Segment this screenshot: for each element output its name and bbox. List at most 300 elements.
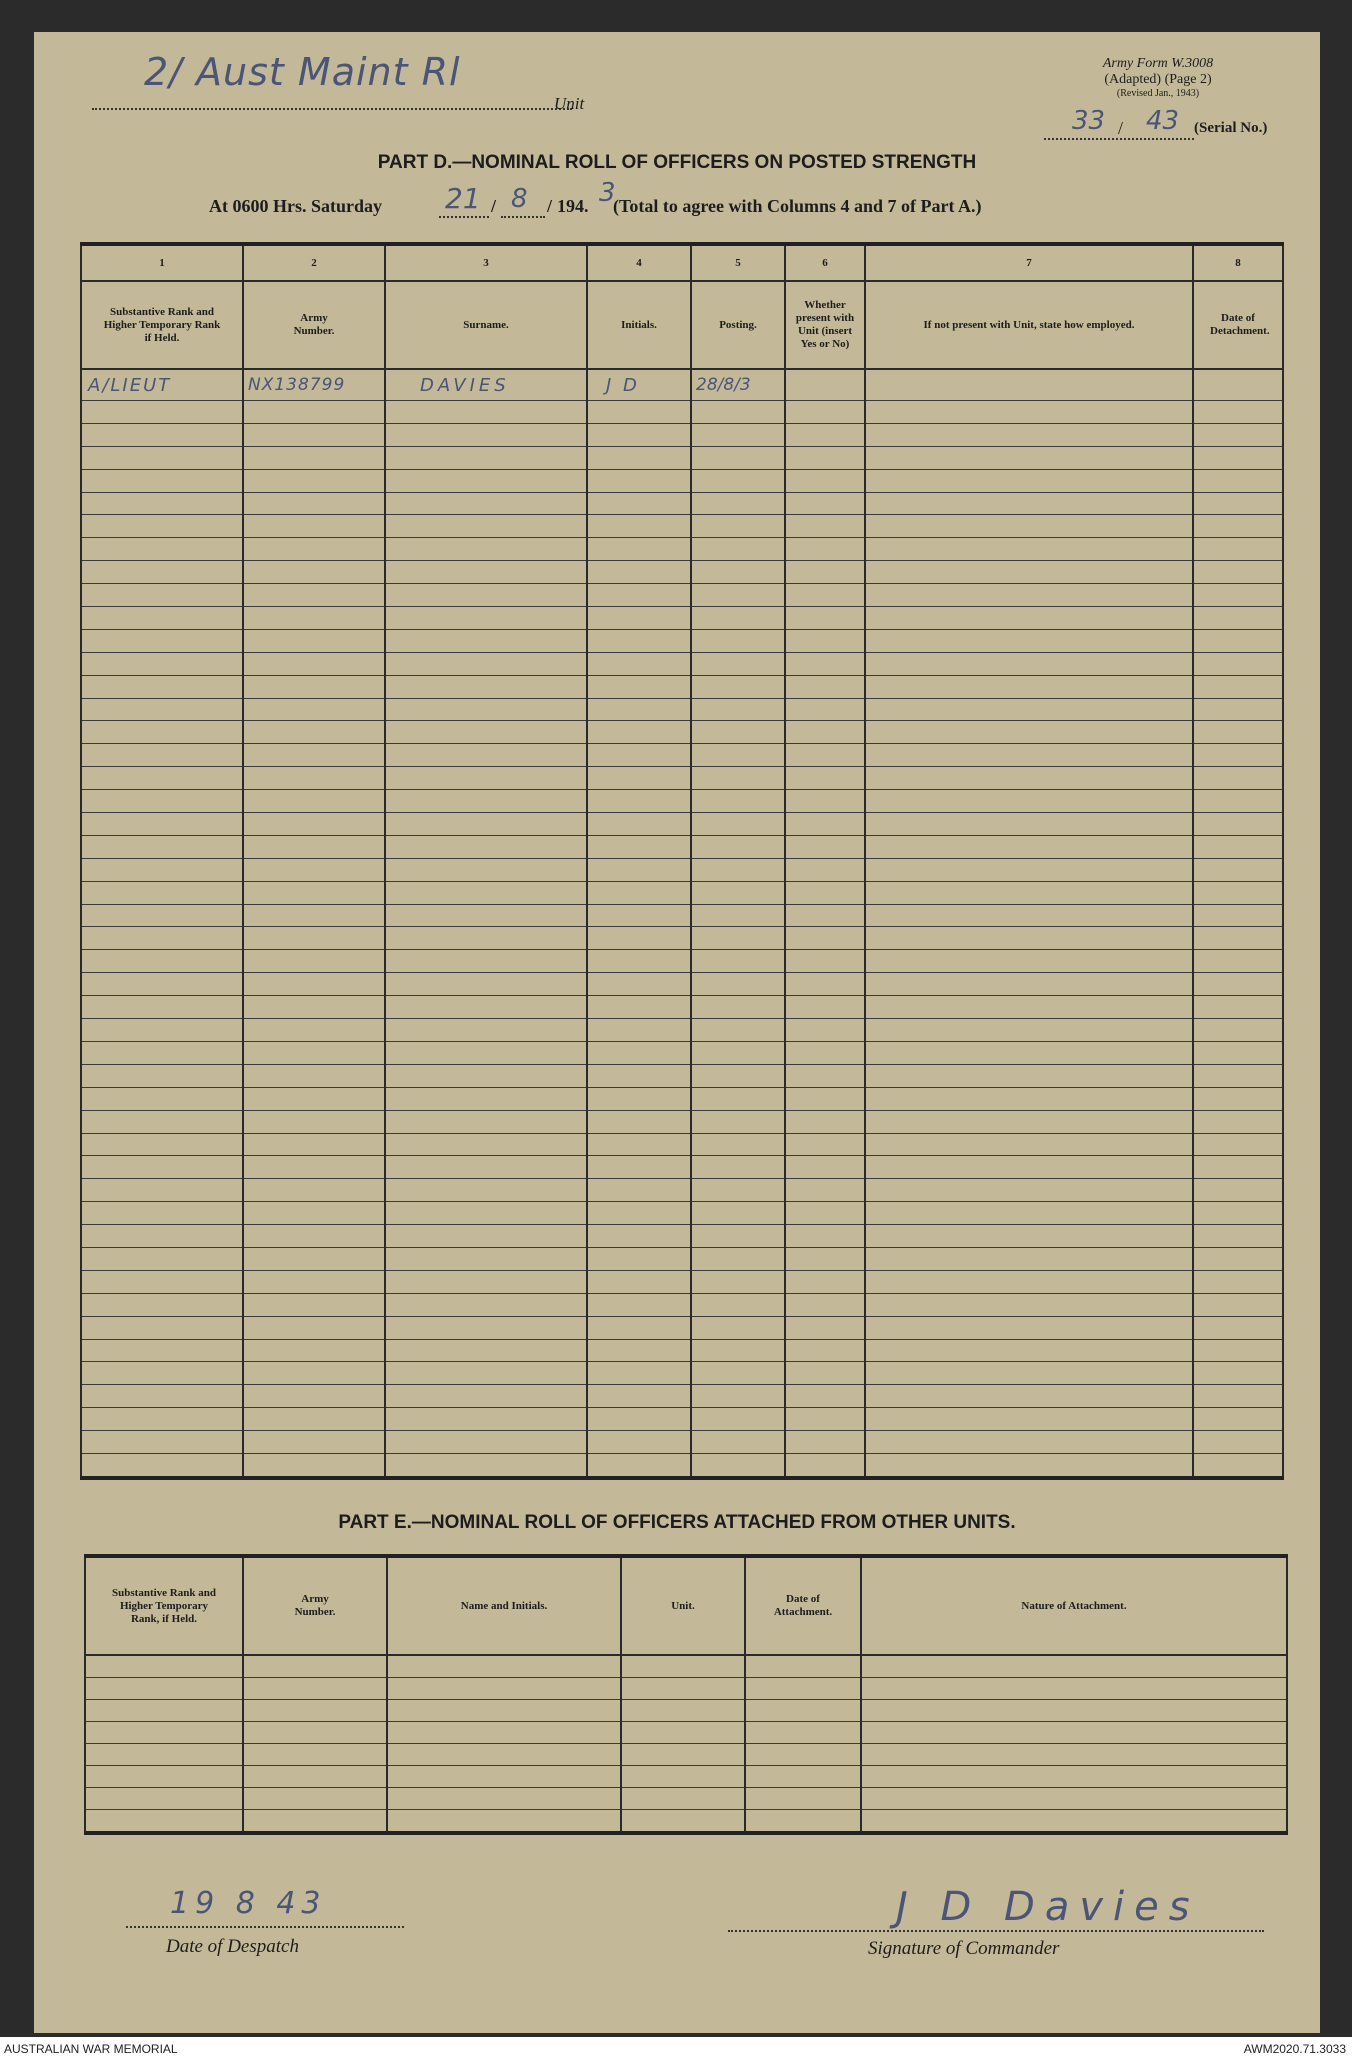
blank-cell xyxy=(861,1810,1287,1834)
entry-detachment-date xyxy=(1193,369,1283,401)
blank-cell xyxy=(81,790,243,813)
blank-cell xyxy=(243,744,385,767)
blank-cell xyxy=(865,401,1193,424)
blank-cell xyxy=(785,1202,865,1225)
blank-row xyxy=(81,996,1283,1019)
blank-cell xyxy=(865,652,1193,675)
blank-cell xyxy=(865,538,1193,561)
blank-cell xyxy=(861,1766,1287,1788)
blank-cell xyxy=(745,1722,861,1744)
blank-row xyxy=(81,1179,1283,1202)
blank-cell xyxy=(81,881,243,904)
blank-cell xyxy=(81,1110,243,1133)
blank-cell xyxy=(785,813,865,836)
entry-how-employed xyxy=(865,369,1193,401)
blank-cell xyxy=(785,607,865,630)
blank-cell xyxy=(691,1133,785,1156)
despatch-dotted-line xyxy=(126,1926,404,1928)
blank-cell xyxy=(621,1722,745,1744)
blank-cell xyxy=(587,652,691,675)
blank-cell xyxy=(243,1700,387,1722)
blank-row xyxy=(81,721,1283,744)
blank-cell xyxy=(243,790,385,813)
blank-cell xyxy=(81,950,243,973)
blank-cell xyxy=(691,881,785,904)
blank-cell xyxy=(1193,1156,1283,1179)
blank-cell xyxy=(81,401,243,424)
blank-row xyxy=(81,767,1283,790)
blank-cell xyxy=(81,1293,243,1316)
blank-row xyxy=(81,1316,1283,1339)
part-d-table xyxy=(80,242,1284,1480)
blank-cell xyxy=(865,1431,1193,1454)
blank-cell xyxy=(243,652,385,675)
blank-cell xyxy=(243,1655,387,1678)
blank-cell xyxy=(865,973,1193,996)
entry-present xyxy=(785,369,865,401)
blank-cell xyxy=(1193,858,1283,881)
blank-cell xyxy=(1193,515,1283,538)
part-d-title: PART D.—NOMINAL ROLL OF OFFICERS ON POSTED STRENGTH xyxy=(377,152,977,173)
blank-row xyxy=(81,1293,1283,1316)
blank-row xyxy=(81,1362,1283,1385)
blank-row xyxy=(81,561,1283,584)
blank-cell xyxy=(243,1225,385,1248)
blank-cell xyxy=(785,561,865,584)
blank-cell xyxy=(587,1087,691,1110)
blank-row xyxy=(81,950,1283,973)
blank-row xyxy=(81,1019,1283,1042)
blank-cell xyxy=(865,515,1193,538)
blank-cell xyxy=(243,1744,387,1766)
blank-cell xyxy=(385,1453,587,1477)
blank-row xyxy=(81,858,1283,881)
blank-cell xyxy=(385,1225,587,1248)
blank-cell xyxy=(1193,1041,1283,1064)
e-header-rank: Substantive Rank and Higher Temporary Rank, if Held. xyxy=(85,1556,243,1655)
blank-cell xyxy=(387,1788,621,1810)
blank-row xyxy=(81,1431,1283,1454)
blank-cell xyxy=(1193,1247,1283,1270)
blank-cell xyxy=(387,1722,621,1744)
blank-cell xyxy=(1193,1385,1283,1408)
blank-cell xyxy=(785,950,865,973)
blank-cell xyxy=(691,1179,785,1202)
blank-cell xyxy=(785,1247,865,1270)
blank-cell xyxy=(691,790,785,813)
blank-cell xyxy=(243,1202,385,1225)
blank-cell xyxy=(243,401,385,424)
blank-cell xyxy=(691,904,785,927)
blank-cell xyxy=(385,881,587,904)
col-number-4: 4 xyxy=(587,244,691,281)
blank-row xyxy=(81,904,1283,927)
blank-cell xyxy=(243,423,385,446)
part-e-title: PART E.—NOMINAL ROLL OF OFFICERS ATTACHED FROM OTHER UNITS. xyxy=(338,1512,1016,1533)
blank-cell xyxy=(385,584,587,607)
blank-row xyxy=(81,881,1283,904)
form-sheet xyxy=(34,32,1320,2033)
blank-cell xyxy=(691,1385,785,1408)
entry-surname: DAVIES xyxy=(385,369,587,401)
blank-cell xyxy=(81,835,243,858)
blank-cell xyxy=(1193,1431,1283,1454)
blank-cell xyxy=(1193,881,1283,904)
blank-cell xyxy=(81,1247,243,1270)
blank-cell xyxy=(1193,790,1283,813)
blank-cell xyxy=(1193,973,1283,996)
blank-cell xyxy=(587,1225,691,1248)
blank-row xyxy=(81,584,1283,607)
blank-cell xyxy=(785,401,865,424)
blank-cell xyxy=(387,1700,621,1722)
blank-cell xyxy=(243,1041,385,1064)
e-header-army-number: Army Number. xyxy=(243,1556,387,1655)
blank-cell xyxy=(865,1179,1193,1202)
unit-dotted-line xyxy=(92,108,572,110)
blank-row xyxy=(85,1722,1287,1744)
blank-cell xyxy=(1193,446,1283,469)
blank-cell xyxy=(785,698,865,721)
serial-slash: / xyxy=(1118,118,1124,138)
blank-cell xyxy=(785,1179,865,1202)
blank-cell xyxy=(1193,950,1283,973)
blank-row xyxy=(81,423,1283,446)
blank-cell xyxy=(691,423,785,446)
blank-cell xyxy=(243,1316,385,1339)
serial-handwriting-b: 43 xyxy=(1146,106,1180,136)
blank-cell xyxy=(587,1179,691,1202)
blank-cell xyxy=(243,881,385,904)
blank-cell xyxy=(865,1156,1193,1179)
blank-cell xyxy=(243,1788,387,1810)
blank-cell xyxy=(81,446,243,469)
blank-cell xyxy=(865,950,1193,973)
blank-cell xyxy=(1193,1362,1283,1385)
blank-cell xyxy=(785,744,865,767)
blank-cell xyxy=(81,813,243,836)
blank-cell xyxy=(1193,1408,1283,1431)
blank-cell xyxy=(385,813,587,836)
blank-cell xyxy=(243,1270,385,1293)
signature-dotted-line xyxy=(728,1930,1264,1932)
blank-row xyxy=(81,1133,1283,1156)
blank-cell xyxy=(587,515,691,538)
blank-cell xyxy=(243,584,385,607)
blank-cell xyxy=(385,904,587,927)
blank-cell xyxy=(81,561,243,584)
blank-row xyxy=(85,1655,1287,1678)
header-surname: Surname. xyxy=(385,281,587,369)
blank-cell xyxy=(243,675,385,698)
blank-cell xyxy=(81,904,243,927)
blank-cell xyxy=(691,675,785,698)
blank-cell xyxy=(385,675,587,698)
blank-cell xyxy=(81,996,243,1019)
blank-cell xyxy=(785,675,865,698)
blank-cell xyxy=(385,492,587,515)
blank-cell xyxy=(587,1270,691,1293)
blank-cell xyxy=(865,698,1193,721)
blank-cell xyxy=(865,1041,1193,1064)
blank-cell xyxy=(785,1408,865,1431)
blank-cell xyxy=(81,675,243,698)
blank-cell xyxy=(1193,675,1283,698)
blank-cell xyxy=(1193,1339,1283,1362)
header-how-employed: If not present with Unit, state how employed. xyxy=(865,281,1193,369)
blank-cell xyxy=(1193,1225,1283,1248)
blank-cell xyxy=(861,1722,1287,1744)
blank-cell xyxy=(85,1744,243,1766)
blank-cell xyxy=(81,1087,243,1110)
blank-cell xyxy=(785,1019,865,1042)
blank-cell xyxy=(785,881,865,904)
blank-cell xyxy=(691,1156,785,1179)
blank-cell xyxy=(243,721,385,744)
blank-cell xyxy=(691,607,785,630)
blank-cell xyxy=(81,1156,243,1179)
blank-row xyxy=(81,1202,1283,1225)
blank-row xyxy=(85,1810,1287,1834)
blank-cell xyxy=(785,1225,865,1248)
blank-cell xyxy=(785,1064,865,1087)
blank-row xyxy=(85,1788,1287,1810)
blank-cell xyxy=(81,1408,243,1431)
blank-cell xyxy=(587,996,691,1019)
blank-cell xyxy=(745,1810,861,1834)
blank-cell xyxy=(81,492,243,515)
blank-cell xyxy=(865,1202,1193,1225)
blank-cell xyxy=(865,1453,1193,1477)
blank-cell xyxy=(587,538,691,561)
blank-cell xyxy=(243,904,385,927)
blank-cell xyxy=(85,1810,243,1834)
blank-cell xyxy=(621,1788,745,1810)
blank-cell xyxy=(785,1316,865,1339)
unit-label: Unit xyxy=(554,94,585,113)
blank-cell xyxy=(785,927,865,950)
blank-cell xyxy=(865,1225,1193,1248)
blank-cell xyxy=(785,973,865,996)
blank-cell xyxy=(385,1064,587,1087)
blank-cell xyxy=(587,629,691,652)
blank-cell xyxy=(865,790,1193,813)
blank-row xyxy=(81,515,1283,538)
blank-cell xyxy=(865,1339,1193,1362)
blank-cell xyxy=(691,1339,785,1362)
blank-cell xyxy=(587,1110,691,1133)
blank-cell xyxy=(587,858,691,881)
year-prefix: 194. xyxy=(557,196,589,216)
blank-row xyxy=(81,1110,1283,1133)
blank-cell xyxy=(691,1019,785,1042)
blank-cell xyxy=(1193,492,1283,515)
blank-cell xyxy=(243,813,385,836)
blank-row xyxy=(81,469,1283,492)
blank-cell xyxy=(587,790,691,813)
blank-cell xyxy=(587,744,691,767)
blank-row xyxy=(81,927,1283,950)
blank-cell xyxy=(81,927,243,950)
blank-cell xyxy=(1193,1087,1283,1110)
blank-cell xyxy=(785,652,865,675)
blank-cell xyxy=(385,996,587,1019)
blank-cell xyxy=(85,1655,243,1678)
blank-row xyxy=(81,446,1283,469)
blank-cell xyxy=(865,1316,1193,1339)
blank-cell xyxy=(385,629,587,652)
blank-cell xyxy=(691,469,785,492)
blank-cell xyxy=(81,1316,243,1339)
blank-cell xyxy=(385,423,587,446)
blank-row xyxy=(81,1087,1283,1110)
blank-cell xyxy=(865,904,1193,927)
blank-cell xyxy=(587,1133,691,1156)
blank-cell xyxy=(85,1788,243,1810)
blank-cell xyxy=(865,1270,1193,1293)
blank-cell xyxy=(691,492,785,515)
blank-cell xyxy=(81,1339,243,1362)
e-header-attachment-date: Date of Attachment. xyxy=(745,1556,861,1655)
blank-cell xyxy=(587,973,691,996)
blank-row xyxy=(81,1064,1283,1087)
blank-row xyxy=(85,1744,1287,1766)
blank-cell xyxy=(865,721,1193,744)
blank-cell xyxy=(81,1133,243,1156)
blank-cell xyxy=(1193,698,1283,721)
serial-number xyxy=(1044,106,1304,146)
blank-cell xyxy=(385,1293,587,1316)
blank-cell xyxy=(691,721,785,744)
blank-cell xyxy=(587,1019,691,1042)
blank-cell xyxy=(587,813,691,836)
blank-cell xyxy=(1193,652,1283,675)
blank-cell xyxy=(691,767,785,790)
blank-cell xyxy=(243,1339,385,1362)
blank-cell xyxy=(621,1766,745,1788)
blank-cell xyxy=(865,1019,1193,1042)
blank-cell xyxy=(691,561,785,584)
blank-cell xyxy=(85,1766,243,1788)
blank-cell xyxy=(587,1156,691,1179)
month-handwriting: 8 xyxy=(511,184,528,214)
blank-cell xyxy=(385,469,587,492)
blank-cell xyxy=(785,492,865,515)
blank-cell xyxy=(865,492,1193,515)
blank-row xyxy=(81,973,1283,996)
blank-cell xyxy=(691,1453,785,1477)
blank-cell xyxy=(785,584,865,607)
blank-cell xyxy=(1193,1453,1283,1477)
blank-cell xyxy=(587,835,691,858)
blank-cell xyxy=(81,515,243,538)
blank-cell xyxy=(691,1202,785,1225)
blank-cell xyxy=(865,927,1193,950)
blank-cell xyxy=(385,1408,587,1431)
blank-cell xyxy=(385,973,587,996)
blank-cell xyxy=(691,1362,785,1385)
blank-cell xyxy=(745,1788,861,1810)
blank-cell xyxy=(865,881,1193,904)
blank-cell xyxy=(865,835,1193,858)
entry-army-number: NX138799 xyxy=(243,369,385,401)
blank-cell xyxy=(385,1247,587,1270)
blank-row xyxy=(81,675,1283,698)
blank-cell xyxy=(385,1041,587,1064)
blank-cell xyxy=(865,1293,1193,1316)
blank-cell xyxy=(81,1019,243,1042)
header-present: Whether present with Unit (insert Yes or No) xyxy=(785,281,865,369)
blank-cell xyxy=(785,446,865,469)
blank-cell xyxy=(81,652,243,675)
blank-cell xyxy=(243,1722,387,1744)
blank-cell xyxy=(385,698,587,721)
blank-cell xyxy=(861,1788,1287,1810)
blank-cell xyxy=(1193,1019,1283,1042)
blank-cell xyxy=(587,1431,691,1454)
blank-cell xyxy=(385,744,587,767)
blank-cell xyxy=(243,1385,385,1408)
year-digit-handwriting: 3 xyxy=(599,178,616,208)
unit-handwriting: 2/ Aust Maint Rl xyxy=(144,50,461,94)
month-dotted-line xyxy=(501,216,545,218)
blank-cell xyxy=(385,835,587,858)
blank-cell xyxy=(865,1133,1193,1156)
blank-cell xyxy=(785,1110,865,1133)
blank-cell xyxy=(243,1362,385,1385)
blank-cell xyxy=(785,469,865,492)
blank-cell xyxy=(385,607,587,630)
blank-cell xyxy=(691,1110,785,1133)
blank-cell xyxy=(785,1431,865,1454)
col-number-6: 6 xyxy=(785,244,865,281)
blank-cell xyxy=(385,767,587,790)
blank-cell xyxy=(1193,1133,1283,1156)
blank-cell xyxy=(587,698,691,721)
blank-cell xyxy=(387,1766,621,1788)
blank-row xyxy=(81,1247,1283,1270)
date-slash-1: / xyxy=(491,196,497,216)
blank-cell xyxy=(861,1700,1287,1722)
blank-cell xyxy=(861,1655,1287,1678)
blank-cell xyxy=(385,1431,587,1454)
blank-cell xyxy=(865,561,1193,584)
blank-cell xyxy=(243,1179,385,1202)
blank-cell xyxy=(587,423,691,446)
blank-cell xyxy=(85,1700,243,1722)
blank-cell xyxy=(587,561,691,584)
col-number-7: 7 xyxy=(865,244,1193,281)
blank-cell xyxy=(865,446,1193,469)
blank-cell xyxy=(691,744,785,767)
blank-cell xyxy=(785,996,865,1019)
blank-cell xyxy=(745,1700,861,1722)
day-dotted-line xyxy=(439,216,489,218)
e-header-unit: Unit. xyxy=(621,1556,745,1655)
blank-cell xyxy=(243,515,385,538)
blank-cell xyxy=(1193,927,1283,950)
blank-cell xyxy=(81,607,243,630)
blank-cell xyxy=(1193,721,1283,744)
blank-cell xyxy=(587,1293,691,1316)
blank-cell xyxy=(385,1316,587,1339)
blank-cell xyxy=(621,1810,745,1834)
blank-cell xyxy=(865,858,1193,881)
blank-cell xyxy=(385,927,587,950)
blank-cell xyxy=(587,1408,691,1431)
blank-row xyxy=(81,1041,1283,1064)
blank-cell xyxy=(81,698,243,721)
